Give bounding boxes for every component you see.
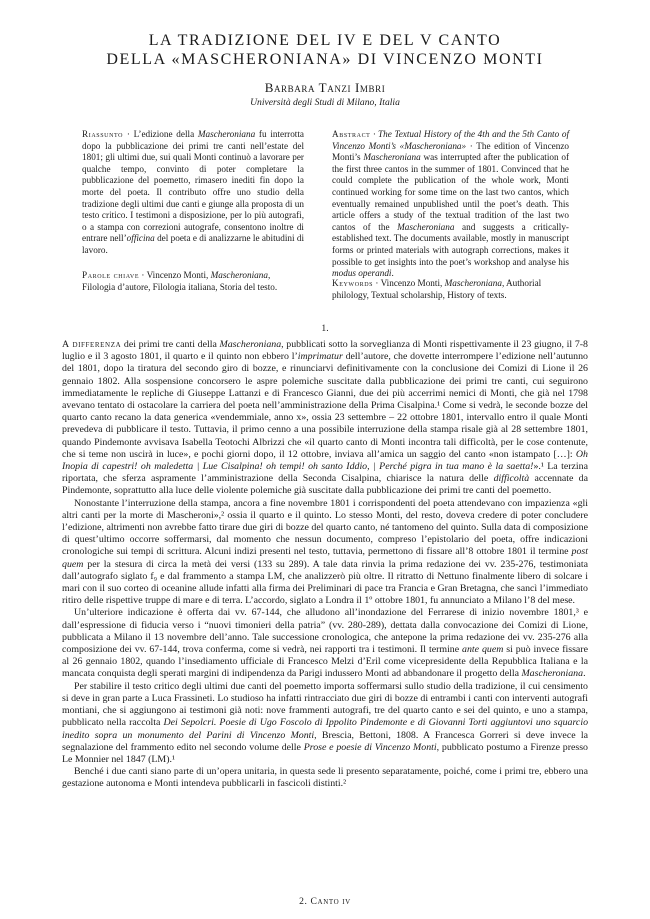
keywords-en-label: Keywords bbox=[332, 278, 374, 288]
keywords-it-italic: Mascheroniana bbox=[210, 270, 268, 280]
abstract-it-text: del poeta e di analizzarne le abitudini di lavoro. bbox=[82, 233, 304, 255]
body-text: dell’autore, che dovette interrompere l’edizione nell’autunno del 1801, dopo la tiratura del secondo giro di bozze, e rinunciarvi definitivamente con la conclusione dei Comizi di Lione il 26 gennaio 1802. Alla sospensione concorsero le aspre polemiche suscitate dalla pubblicazione dei primi tre canti, cui seguirono immediatamente le repliche di Giuseppe Lattanzi e di Francesco Gianni, due dei più accerrimi nemici di Monti, che già nel 1798 avevano tentato di ostacolare la carriera del poeta nell’amministrazione della Prima Cisalpina.¹ Come si vedrà, le seconde bozze del quarto canto recano la data generica «vendemmiale, anno x», ossia 23 settembre – 22 ottobre 1801, intervallo entro il quale Monti prevedeva di pubblicare il testo. Tuttavia, il primo cenno a una possibile interruzione della stampa risale già al 28 settembre 1801, quando Pindemonte avvisava Isabella Teotochi Albrizzi che «il quarto canto di Monti incontra tali difficoltà, per le cose contenute, che si teme non uscirà in luce», e pochi giorni dopo, il 12 ottobre, inviava all’amica un saggio del canto «non istampato […]: bbox=[62, 351, 588, 460]
body-italic: Mascheroniana bbox=[521, 668, 584, 680]
keywords-english bbox=[332, 278, 569, 301]
body-text: , Brescia, Bettoni, 1808. A Francesca Gorreri si deve invece la segnalazione del frammento edito nel secondo volume delle bbox=[62, 729, 588, 753]
abstract-en-text: was interrupted after the publication of the first three cantos in the summer of 1801. Convinced that he could complete the publication of the whole work, Monti continued working for some time on the last two cantos, which eventually remained unpublished until the poet’s death. This article offers a study of the textual tradition of the last two cantos of the bbox=[332, 152, 569, 232]
body-italic: post quem bbox=[62, 546, 588, 570]
body-text: Per stabilire il testo critico degli ultimi due canti del poemetto importa soffermarsi sullo studio della tradizione, il cui censimento si deve in gran parte a Luca Frassineti. Lo studioso ha infatti rintracciato due giri di bozze di entrambi i canti con interventi autografi montiani, che si aggiungono ai testimoni già noti: nove frammenti autografi, tre del quarto canto e sei del quinto, e uno a stampa, pubblicato nella raccolta bbox=[62, 680, 588, 729]
body-text: . bbox=[583, 668, 586, 680]
abstract-en-text: and suggests a critically-established text. The documents available, mostly in manuscript forms or printed materials with autograph corrections, makes it possible to get insights into the poet’s workshop and analyse his bbox=[332, 221, 569, 267]
abstract-it-text: fu interrotta dopo la pubblicazione dei primi tre canti nell’estate del 1801; gli ultimi due, sui quali Monti continuò a lavorare per qualche tempo, convinto di poter completare la pubblicazione del poemetto, rimasero inediti fin dopo la morte del poeta. Il contributo offre uno studio della tradizione degli ultimi due canti e giunge alla proposta di un testo critico. I testimoni a disposizione, per lo più autografi, o a stampa con correzioni autografe, consentono inoltre di entrare nell’ bbox=[82, 129, 304, 244]
abstract-en-label: Abstract bbox=[332, 129, 371, 139]
body-paragraph-5: Benché i due canti siano parte di un’opera unitaria, in questa sede li presento separatamente, poiché, come i primi tre, ebbero una gestazione autonoma e Monti intendeva pubblicarli in fascicoli distinti.² bbox=[62, 766, 588, 790]
body-text: per la stesura di circa la metà dei versi (133 su 289). A tale data rinvia la prima redazione dei vv. 235-276, testimoniata dall’autografo siglato f₉ e dal frammento a stampa LM, che analizzerò più oltre. Il ritratto di Nettuno finalmente libero di solcare i mari con il suo corteo di oceanine allude infatti alla firma dei Preliminari di pace tra Francia e Gran Bretagna, che sancì l’immediato ritiro delle rispettive truppe di mare e di terra. L’accordo, siglato a Londra il 1º ottobre 1801, fu annunciato a Milano l’8 del mese. bbox=[62, 558, 588, 607]
keywords-en-text: , Authorial philology, Textual scholarship, History of texts. bbox=[332, 278, 542, 300]
article-title-line-2: DELLA «MASCHERONIANA» DI VINCENZO MONTI bbox=[106, 51, 544, 68]
article-title-line-1: LA TRADIZIONE DEL IV E DEL V CANTO bbox=[148, 32, 502, 49]
body-text: , pubblicato postumo a Firenze presso Le Monnier nel 1847 (LM).¹ bbox=[62, 741, 588, 765]
keywords-it-text: · Vincenzo Monti, bbox=[139, 270, 211, 280]
drop-lead: A differenza bbox=[62, 339, 122, 350]
body-quote-italic: Oh Inopia di capestri! oh maledetta | Lue Cisalpina! oh tempi! oh santo Iddio, | Perché pigra in tua mano è la saetta! bbox=[62, 448, 588, 473]
body-text: accennate da Pindemonte, soprattutto alla luce delle violente polemiche già suscitate dalla pubblicazione dei primi tre canti del poemetto. bbox=[62, 473, 588, 497]
abstract-english bbox=[332, 129, 569, 280]
abstract-it-text: · L’edizione della bbox=[123, 129, 198, 139]
body-text: Un’ulteriore indicazione è offerta dai vv. 67-144, che alludono all’inondazione del Ferrarese di inizio novembre 1801,³ e dall’espressione di fiducia verso i “nuovi timonieri della patria” (vv. 280-289), dettata dalla convocazione dei Comizi di Lione, pubblicata a Milano il 13 novembre dell’anno. Tale successione cronologica, che antepone la prima redazione dei vv. 235-276 alla composizione dei vv. 67-144, trova conferma, come si vedrà, nei rapporti tra i testimoni. Il termine bbox=[62, 607, 588, 656]
body-italic: Dei Sepolcri. Poesie di Ugo Foscolo di Ippolito Pindemonte e di Giovanni Torti aggiuntovi uno squarcio inedito sopra un monumento del Parini di Vincenzo Monti bbox=[62, 717, 589, 741]
abstract-en-text: . bbox=[391, 268, 394, 279]
author-name: Barbara Tanzi Imbri bbox=[264, 80, 386, 95]
body-italic: Prose e poesie di Vincenzo Monti bbox=[303, 741, 437, 753]
body-text: si può invece fissare al 26 gennaio 1802, quando l’insediamento ufficiale di Francesco Melzi d’Eril come vicepresidente della Repubblica Italiana e la mancata conquista degli sperati margini di indipendenza da Parigi indussero Monti ad abbandonare il progetto della bbox=[62, 644, 588, 680]
abstract-it-label: Riassunto bbox=[82, 129, 124, 139]
abstract-en-text: · The edition of Vincenzo Monti’s bbox=[332, 140, 569, 163]
body-paragraph-2 bbox=[62, 498, 588, 608]
abstract-it-italic: officina bbox=[126, 233, 155, 244]
body-paragraph-1 bbox=[62, 339, 588, 498]
body-paragraph-4 bbox=[62, 681, 588, 766]
abstract-en-italic: Mascheroniana bbox=[397, 221, 455, 232]
keywords-it-text: , Filologia d’autore, Filologia italiana, Storia del testo. bbox=[82, 270, 278, 292]
abstract-en-italic: modus operandi bbox=[332, 268, 392, 279]
article-body bbox=[62, 339, 588, 791]
abstract-italian bbox=[82, 129, 304, 257]
keywords-en-text: · Vincenzo Monti, bbox=[373, 278, 445, 288]
author-affiliation: Università degli Studi di Milano, Italia bbox=[250, 97, 400, 108]
abstract-en-italic: Mascheroniana bbox=[363, 152, 421, 163]
body-italic: imprimatur bbox=[297, 351, 343, 363]
keywords-en-italic: Mascheroniana bbox=[444, 278, 502, 288]
abstract-en-title: · The Textual History of the 4th and the 5th Canto of Vincenzo Monti’s «Mascheroniana» bbox=[332, 129, 569, 151]
body-text: Nonostante l’interruzione della stampa, ancora a fine novembre 1801 i corrispondenti del poeta attendevano con impazienza «gli altri canti per la morte di Mascheroni»,² ossia il quarto e il quinto. Lo stesso Monti, del resto, doveva credere di poter concludere l’edizione, altrimenti non avrebbe fatto tirare due giri di bozze del quarto canto, né tantomeno del quinto. Sulla data di composizione di quest’ultimo occorre soffermarsi, dal momento che nessun documento, compreso l’epistolario del poeta, offre indicazioni cronologiche sui tempi di scrittura. Alcuni indizi presenti nel testo, tuttavia, permettono di fissare all’8 ottobre 1801 il termine bbox=[62, 497, 588, 558]
section-heading-2: 2. Canto iv bbox=[299, 896, 351, 907]
body-text: dei primi tre canti della bbox=[121, 339, 220, 350]
section-heading-1: 1. bbox=[321, 323, 329, 334]
body-italic: ante quem bbox=[462, 644, 504, 656]
body-text: ».¹ La terzina riportata, che sferza aspramente l’amministrazione della Seconda Cisalpina, chiarisce la natura delle bbox=[62, 461, 588, 485]
body-italic: Mascheroniana bbox=[219, 339, 282, 350]
body-paragraph-3 bbox=[62, 607, 588, 680]
keywords-it-label: Parole chiave bbox=[82, 270, 140, 280]
keywords-italian bbox=[82, 270, 304, 293]
body-italic: difficoltà bbox=[493, 473, 530, 485]
body-text: , pubblicati sotto la sorveglianza di Monti rispettivamente il 23 giugno, il 7-8 luglio e il 3 agosto 1801, il quarto e il quinto non ebbero l’ bbox=[62, 339, 588, 363]
abstract-it-italic: Mascheroniana bbox=[197, 129, 256, 139]
